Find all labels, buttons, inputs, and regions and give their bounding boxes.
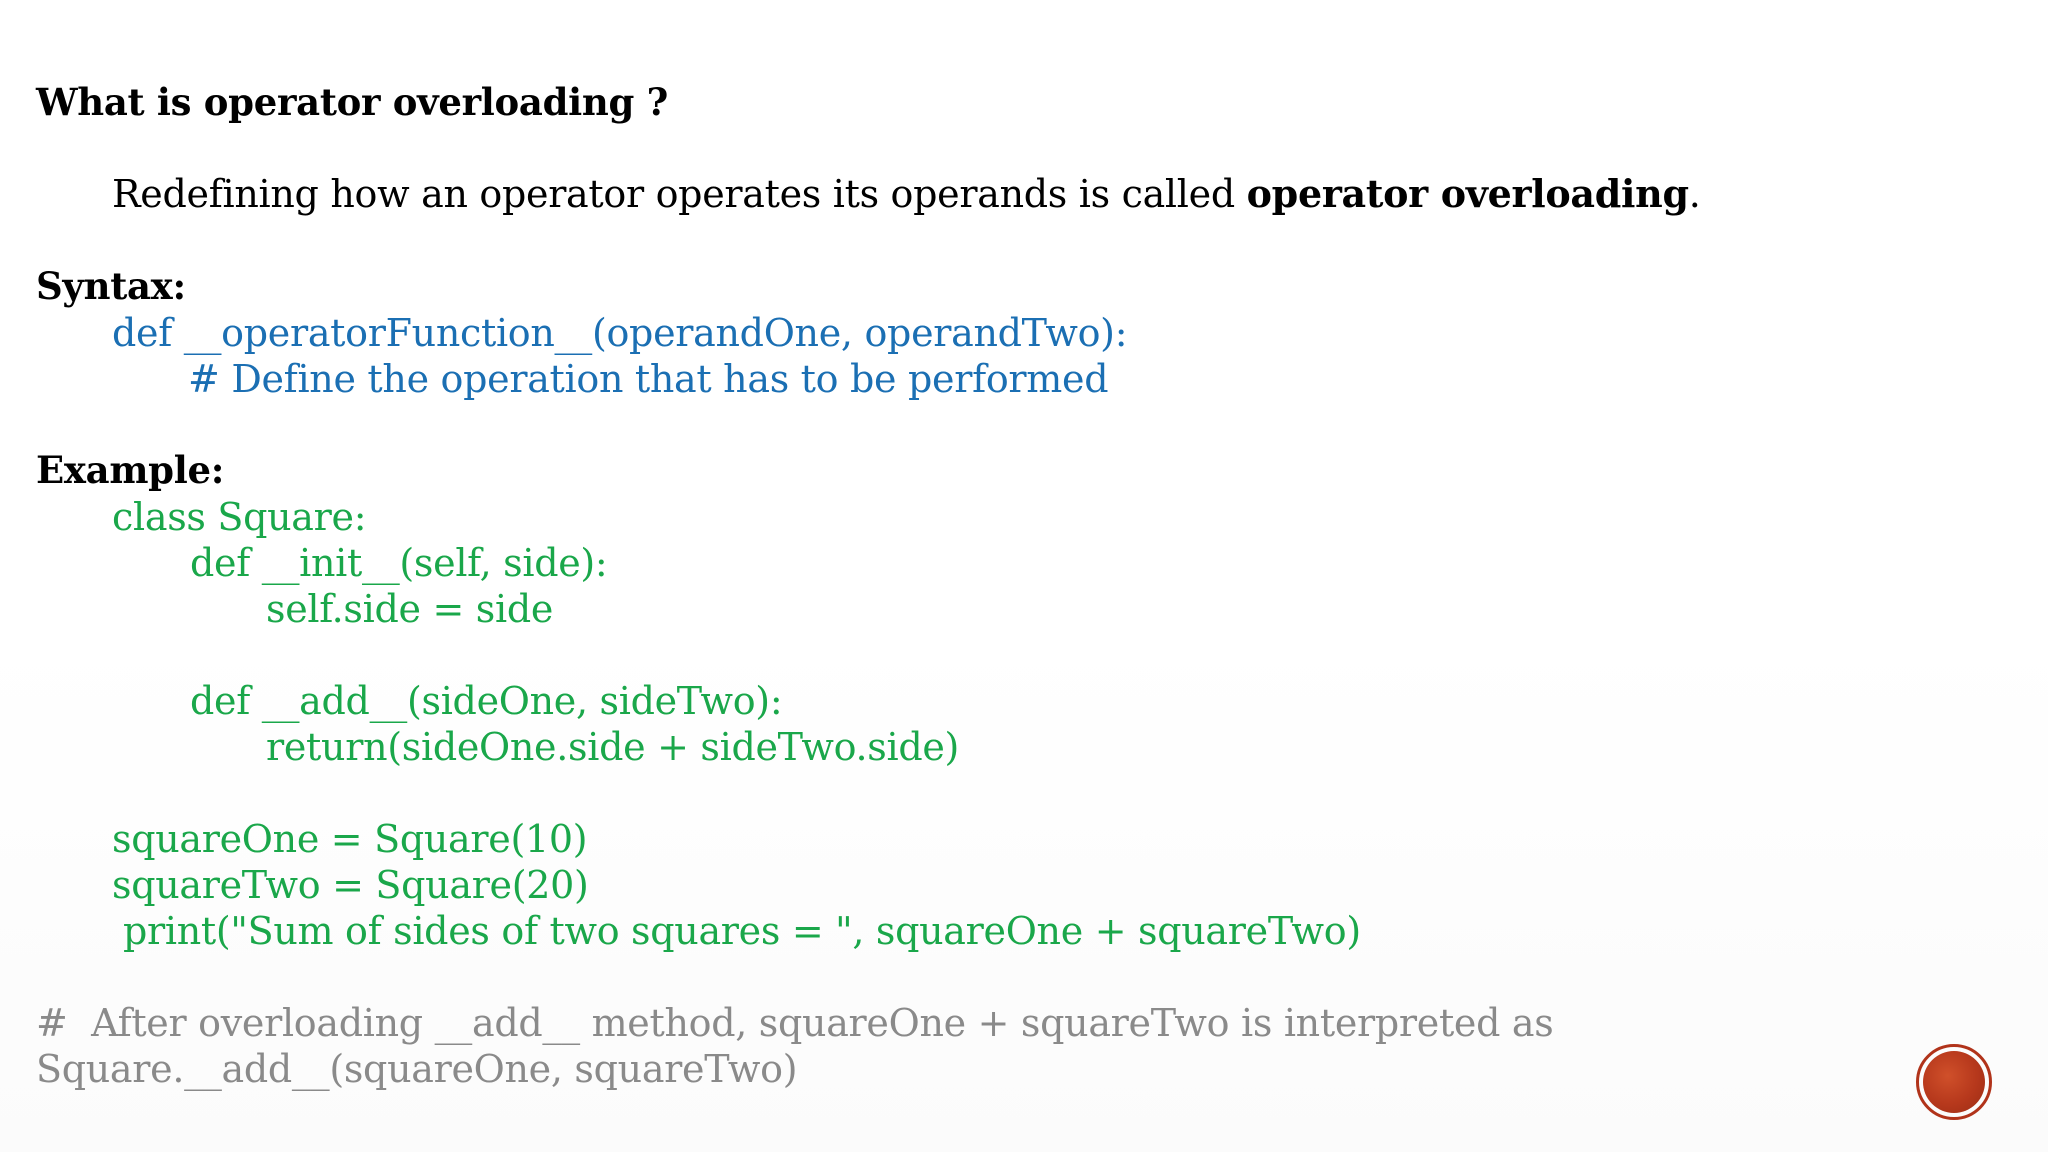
example-line-4: def __add__(sideOne, sideTwo): — [190, 679, 783, 723]
definition-text: Redefining how an operator operates its operands is called — [112, 172, 1247, 216]
example-line-2: def __init__(self, side): — [190, 541, 608, 585]
example-heading: Example: — [36, 448, 225, 492]
syntax-line-2: # Define the operation that has to be performed — [188, 357, 1109, 401]
example-line-6: squareOne = Square(10) — [112, 817, 588, 861]
example-line-1: class Square: — [112, 495, 367, 539]
note-line-1: # After overloading __add__ method, squareOne + squareTwo is interpreted as — [36, 1001, 1554, 1045]
example-line-7: squareTwo = Square(20) — [112, 863, 589, 907]
example-line-5: return(sideOne.side + sideTwo.side) — [266, 725, 960, 769]
syntax-line-1: def __operatorFunction__(operandOne, operandTwo): — [112, 311, 1128, 355]
slide-title: What is operator overloading ? — [36, 80, 669, 124]
definition — [112, 171, 1701, 216]
syntax-heading: Syntax: — [36, 264, 186, 308]
red-circle-icon — [1916, 1044, 1992, 1120]
red-circle-fill — [1923, 1051, 1985, 1113]
example-line-8: print("Sum of sides of two squares = ", squareOne + squareTwo) — [123, 909, 1361, 953]
note-line-2: Square.__add__(squareOne, squareTwo) — [36, 1047, 798, 1091]
example-line-3: self.side = side — [266, 587, 554, 631]
definition-end: . — [1688, 172, 1701, 216]
definition-term: operator overloading — [1246, 171, 1689, 216]
